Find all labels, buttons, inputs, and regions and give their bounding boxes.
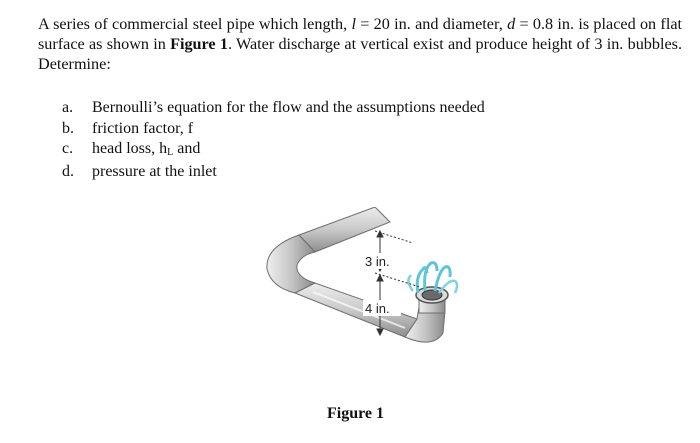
task-text: friction factor, f (92, 119, 194, 137)
figure-caption: Figure 1 (327, 405, 385, 422)
task-letter: d. (62, 162, 74, 180)
task-item-c (62, 139, 485, 162)
height-label-4in: 4 in. (365, 301, 390, 316)
task-text (92, 139, 200, 162)
task-letter: a. (62, 99, 74, 116)
problem-text-2: = 20 in. and diameter, (355, 15, 508, 33)
problem-statement (38, 14, 682, 74)
task-text: Bernoulli’s equation for the flow and the assumptions needed (92, 99, 485, 116)
task-list (62, 98, 485, 182)
task-letter: c. (62, 140, 74, 157)
length-variable: l (351, 15, 356, 33)
upper-pipe (299, 207, 390, 252)
diameter-variable: d (507, 15, 516, 33)
outlet-riser (416, 287, 448, 313)
task-text-post: and (173, 140, 201, 157)
task-letter: b. (62, 119, 74, 137)
task-text-pre: head loss, h (92, 140, 168, 157)
task-item-a (62, 98, 485, 119)
problem-text-4: . Water discharge at vertical exist and produce height of 3 in. bubbles. Determine: (38, 35, 682, 73)
task-text: pressure at the inlet (92, 162, 217, 180)
problem-text-3: = 0.8 in. is placed on flat surface as shown in (38, 15, 683, 53)
figure-reference: Figure 1 (170, 35, 228, 53)
task-item-b (62, 119, 485, 140)
head-loss-subscript: L (167, 147, 174, 158)
task-item-d (62, 162, 485, 183)
pipe-system-figure (255, 207, 465, 365)
height-label-3in: 3 in. (365, 254, 390, 269)
problem-text-1: A series of commercial steel pipe which length, (38, 15, 352, 33)
left-elbow (267, 235, 315, 293)
